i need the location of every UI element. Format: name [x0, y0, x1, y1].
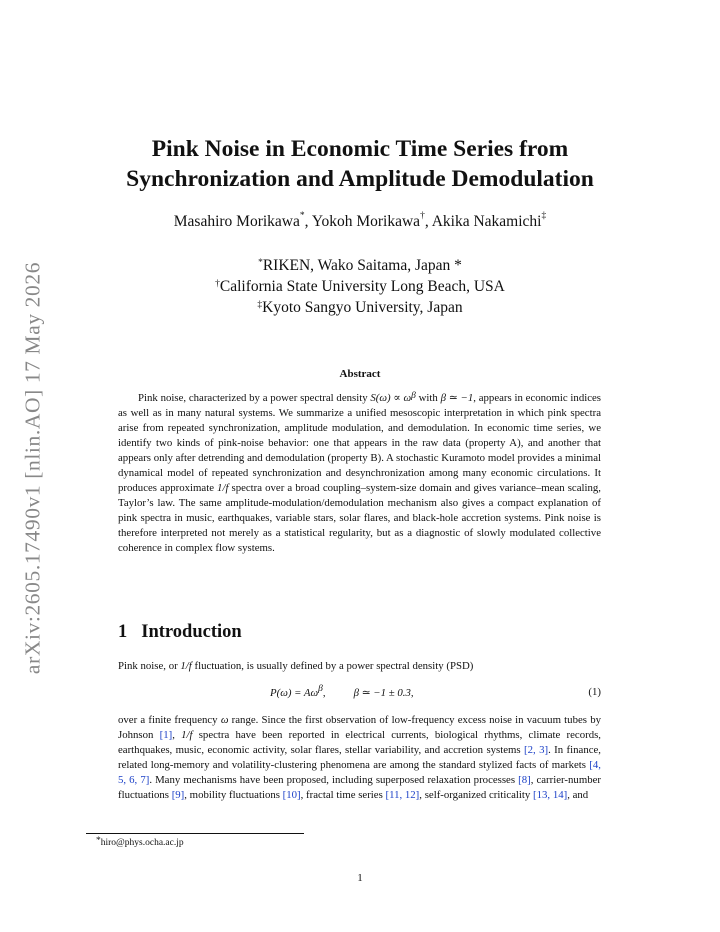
equation-1	[118, 686, 601, 702]
title-line-1: Pink Noise in Economic Time Series from	[151, 136, 569, 162]
abstract-body: Pink noise, characterized by a power spectral density $S(\omega) \propto \omega^\beta$ with β ≃ −1, appears in economic indices as well as in many natural systems. We summarize a unified mesoscopic interpretation in which pink spectra arise from repeated synchronization, amplitude modulation, and demodulation. In economic time series, we identify two kinds of pink-noise behavior: one that appears in the raw data (property A), and another that appears only after detrending and demodulation (property B). A stochastic Kuramoto model provides a minimal dynamical model of repeated synchronization and desynchronization among many economic circulations. It produces approximate 1/f spectra over a broad coupling–system-size domain and gives variance–mean scaling, Taylor’s law. The same amplitude-modulation/demodulation mechanism also gives a compact explanation of pink spectra in music, earthquakes, variable stars, solar flares, and black-hole accretion systems. Pink noise is therefore interpreted not merely as a statistical regularity, but as a diagnostic of slowly modulated collective coherence in complex flow systems.	[118, 391, 602, 554]
citation-link[interactable]: [13, 14]	[533, 789, 568, 801]
arxiv-identifier: arXiv:2605.17490v1 [nlin.AO] 17 May 2026	[20, 261, 45, 675]
author-mark: *	[299, 211, 305, 221]
author-name: Akika Nakamichi	[431, 213, 542, 230]
footnote-divider	[86, 833, 304, 834]
author-name: Masahiro Morikawa	[173, 213, 300, 230]
citation-link[interactable]: [4, 5, 6, 7]	[118, 759, 601, 786]
math-inline: β ≃ −1	[440, 392, 474, 404]
equation-body: $P(\omega) = A\omega^\beta$, β ≃ −1 ± 0.3,	[270, 684, 414, 699]
citation-link[interactable]: [2, 3]	[524, 744, 549, 756]
intro-paragraph-1: Pink noise, or 1/f fluctuation, is usually defined by a power spectral density (PSD)	[118, 660, 474, 672]
title-line-2: Synchronization and Amplitude Demodulation	[126, 166, 594, 192]
page-number: 1	[357, 872, 363, 884]
math-inline: S(ω) ∝ ω	[370, 392, 412, 404]
section-title: Introduction	[141, 622, 242, 642]
section-number: 1	[118, 622, 128, 642]
footnote-mark: *	[96, 836, 101, 846]
footnote-email: hiro@phys.ocha.ac.jp	[100, 838, 184, 848]
author-mark: ‡	[541, 211, 547, 221]
author-name: Yokoh Morikawa	[311, 213, 421, 230]
paper-title	[0, 134, 720, 194]
affiliation: *RIKEN, Wako Saitama, Japan *	[258, 257, 462, 274]
affiliation-list	[0, 255, 720, 318]
citation-link[interactable]: [8]	[518, 774, 531, 786]
affiliation-mark: ‡	[257, 300, 263, 310]
citation-link[interactable]: [9]	[171, 789, 185, 801]
equation-number: (1)	[588, 686, 601, 698]
affiliation-mark: *	[258, 258, 263, 268]
math-inline: 1/f	[180, 660, 192, 672]
math-inline: 1/f	[217, 482, 229, 494]
citation-link[interactable]: [10]	[282, 789, 301, 801]
footnote	[96, 838, 184, 848]
citation-link[interactable]: [11, 12]	[385, 789, 420, 801]
author-list: Masahiro Morikawa*, Yokoh Morikawa†, Akika Nakamichi‡	[173, 211, 547, 230]
abstract-heading: Abstract	[339, 368, 381, 380]
section-heading-introduction	[118, 622, 242, 643]
author-mark: †	[420, 211, 425, 221]
affiliation: †California State University Long Beach, USA	[215, 278, 505, 295]
affiliation: ‡Kyoto Sangyo University, Japan	[257, 299, 463, 316]
intro-paragraph-2: over a finite frequency ω range. Since the first observation of low-frequency excess noise in vacuum tubes by Johnson [1], 1/f spectra have been reported in electrical currents, biological rhythms, climate records, earthquakes, music, economic activity, solar flares, stellar variability, and accretion systems [2, 3]. In finance, related long-memory and volatility-clustering phenomena are among the standard stylized facts of markets [4, 5, 6, 7]. Many mechanisms have been proposed, including superposed relaxation processes [8], carrier-number fluctuations [9], mobility fluctuations [10], fractal time series [11, 12], self-organized criticality [13, 14], and	[118, 714, 602, 801]
citation-link[interactable]: [1]	[159, 729, 173, 741]
affiliation-mark: †	[215, 279, 220, 289]
